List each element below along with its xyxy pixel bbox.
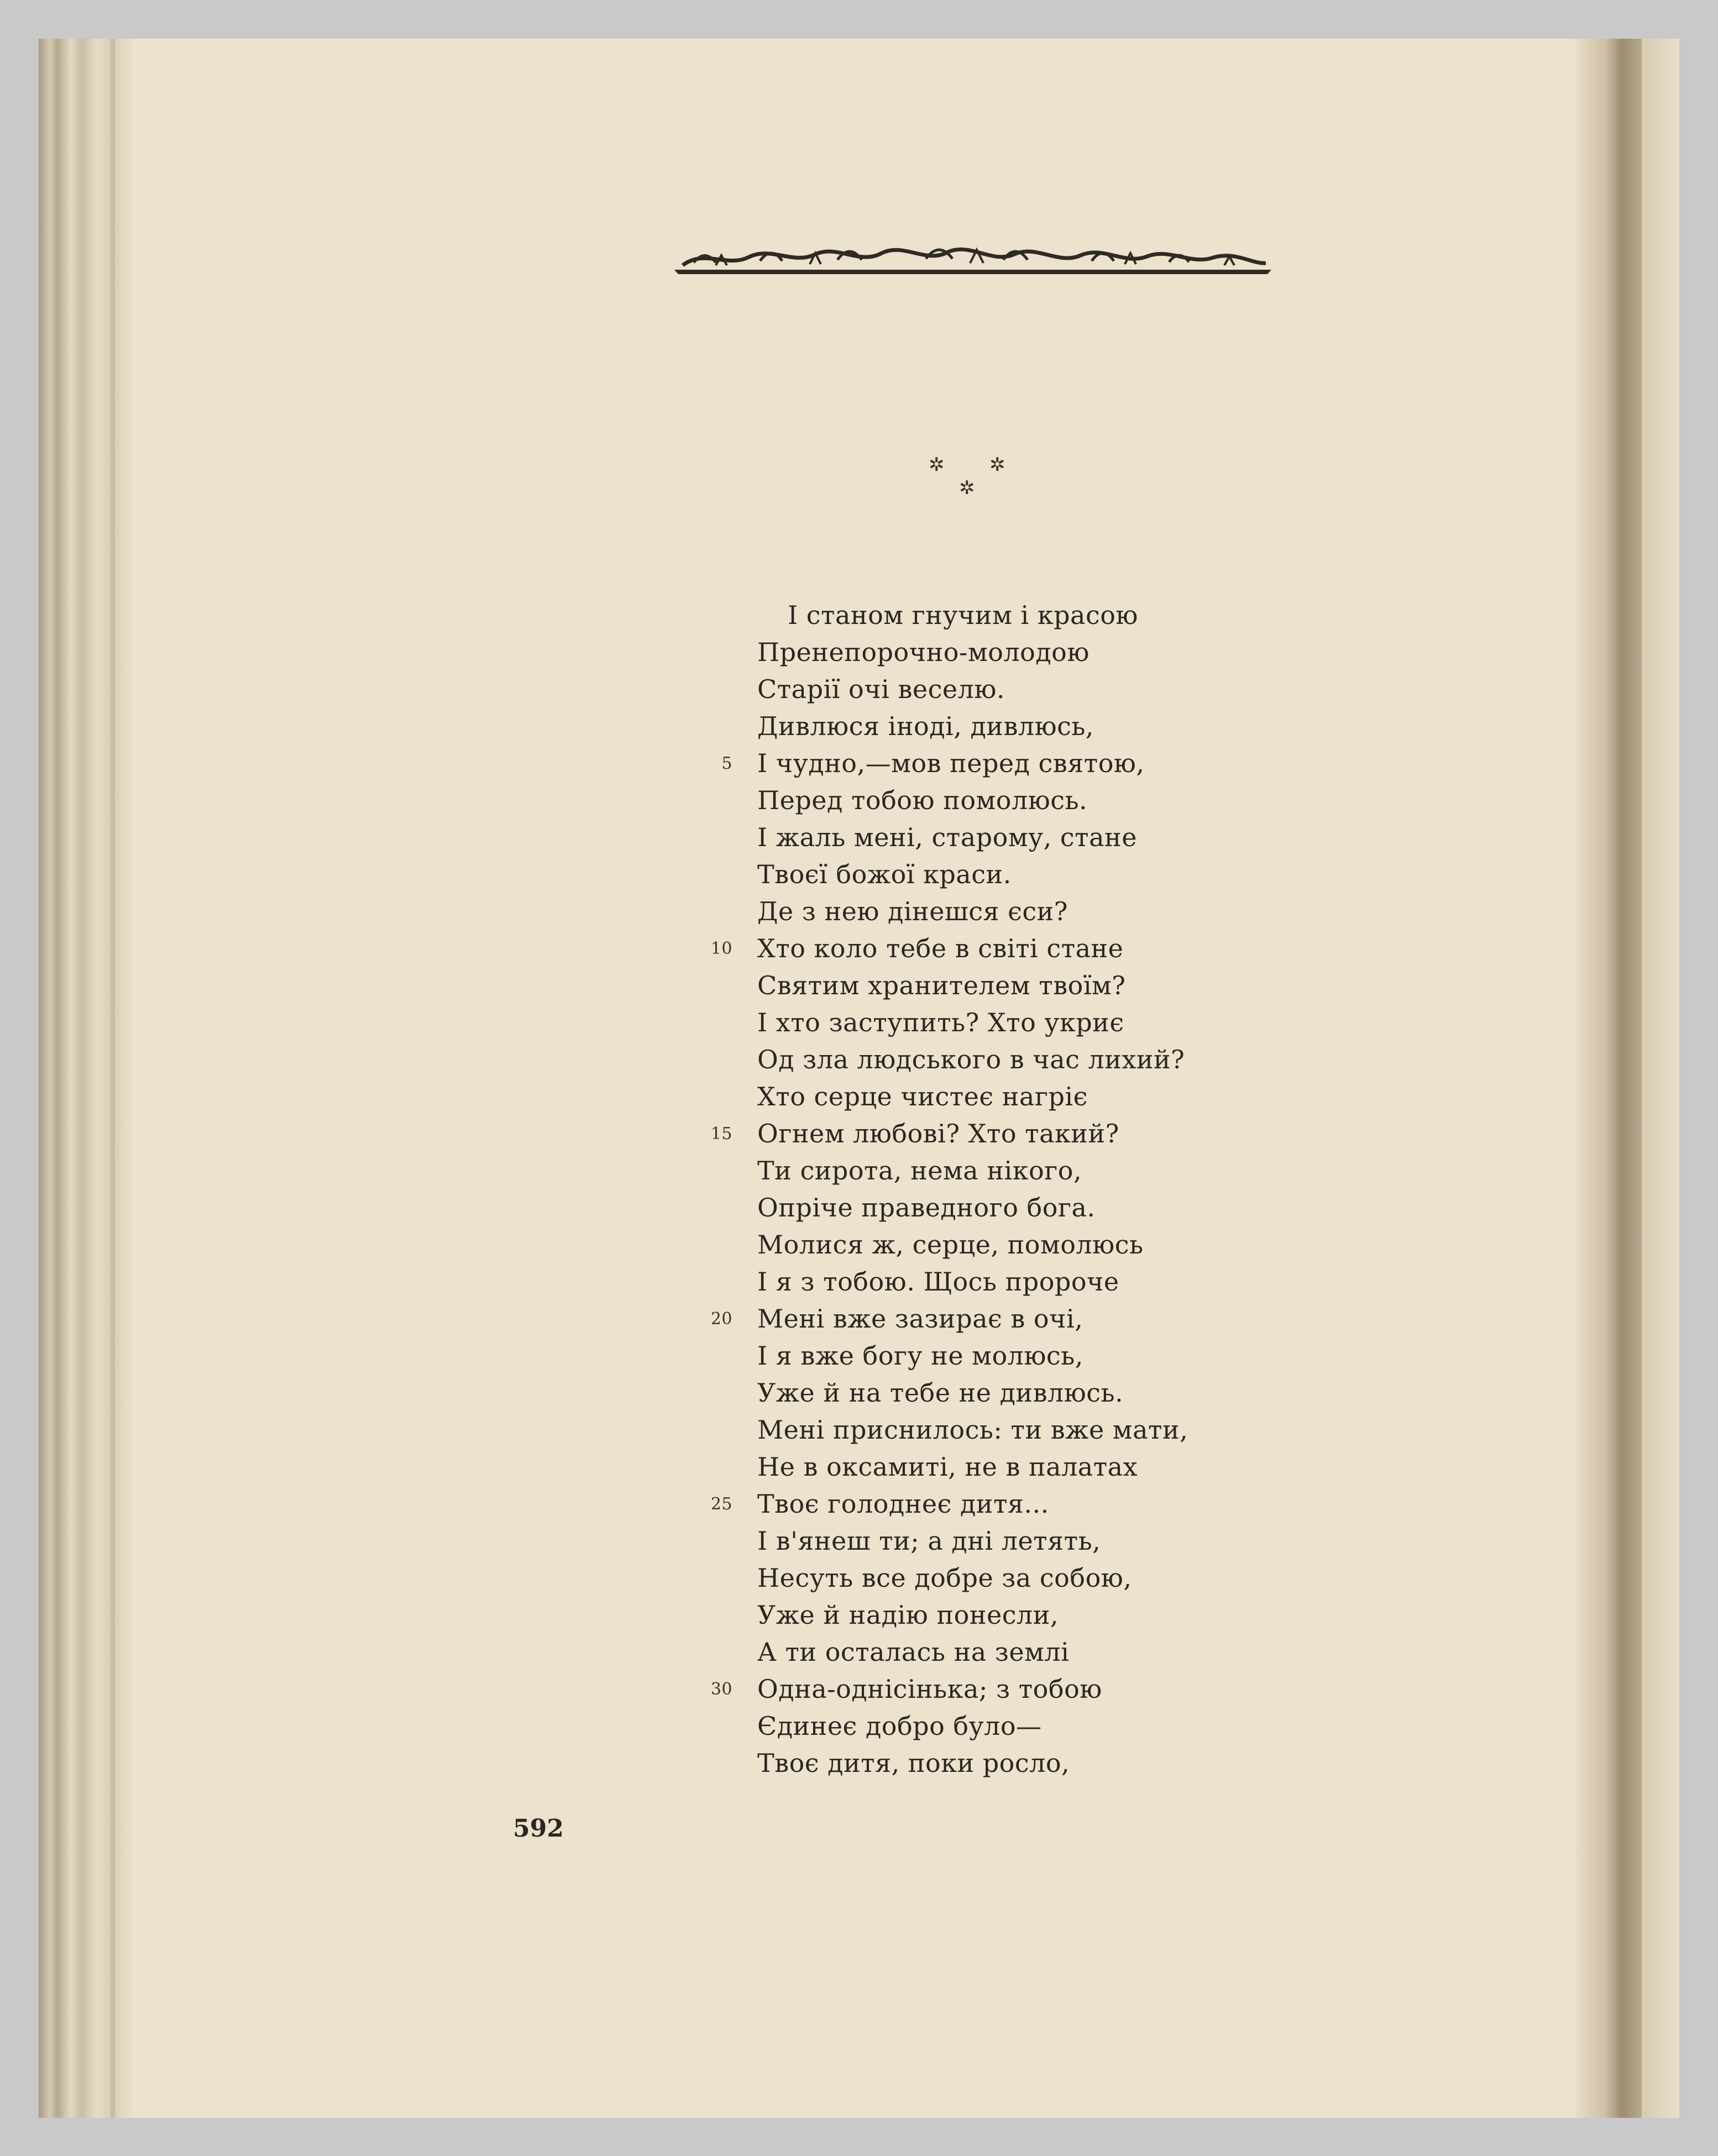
poem-line <box>757 1041 1188 1078</box>
line-text: І в'янеш ти; а дні летять, <box>757 1526 1101 1556</box>
page-number: 592 <box>513 1814 564 1843</box>
svg-text:✲: ✲ <box>989 454 1005 476</box>
svg-text:✲: ✲ <box>959 477 975 499</box>
poem-line <box>757 893 1188 930</box>
poem-line <box>757 782 1188 819</box>
line-text: Уже й на тебе не дивлюсь. <box>757 1378 1124 1408</box>
line-text: Пренепорочно-молодою <box>757 637 1090 667</box>
line-text: І станом гнучим і красою <box>788 600 1138 630</box>
line-text: І чудно,—мов перед святою, <box>757 748 1145 778</box>
line-text: Уже й надію понесли, <box>757 1600 1059 1630</box>
poem-line <box>757 1004 1188 1041</box>
line-text: Твоєї божої краси. <box>757 859 1012 889</box>
line-text: Де з нею дінешся єси? <box>757 896 1068 926</box>
poem-line <box>757 597 1188 634</box>
poem-line <box>757 1412 1188 1449</box>
poem-line <box>757 671 1188 708</box>
poem-line <box>757 1560 1188 1597</box>
line-text: Од зла людського в час лихий? <box>757 1045 1185 1074</box>
poem-line <box>757 708 1188 745</box>
poem-line <box>757 1263 1188 1300</box>
facing-page-edge <box>1642 39 1679 2118</box>
poem-line <box>757 1449 1188 1486</box>
line-text: Молися ж, серце, помолюсь <box>757 1230 1144 1260</box>
line-text: Огнем любові? Хто такий? <box>757 1119 1119 1148</box>
line-number: 30 <box>710 1680 732 1699</box>
poem-line <box>757 1375 1188 1412</box>
book-gutter <box>1575 39 1642 2118</box>
line-text: А ти осталась на землі <box>757 1637 1070 1667</box>
poem-line <box>757 819 1188 856</box>
poem-line <box>757 634 1188 671</box>
asterism-separator <box>912 449 1023 515</box>
line-text: Старії очі веселю. <box>757 674 1005 704</box>
poem-line <box>710 1115 1188 1152</box>
line-text: Дивлюся іноді, дивлюсь, <box>757 711 1094 741</box>
line-number: 10 <box>710 939 732 958</box>
line-text: Одна-однісінька; з тобою <box>757 1674 1102 1704</box>
poem-line <box>710 1300 1188 1337</box>
line-number: 20 <box>710 1309 732 1329</box>
line-text: І я з тобою. Щось пророче <box>757 1267 1119 1297</box>
line-text: І я вже богу не молюсь, <box>757 1341 1083 1371</box>
line-text: Не в оксамиті, не в палатах <box>757 1452 1138 1482</box>
poem-line <box>710 1671 1188 1708</box>
poem-line <box>757 1226 1188 1263</box>
line-text: Твоє дитя, поки росло, <box>757 1748 1070 1778</box>
poem-line <box>757 1634 1188 1671</box>
headpiece-ornament <box>672 238 1274 276</box>
line-text: Ти сирота, нема нікого, <box>757 1156 1082 1185</box>
line-number: 15 <box>710 1124 732 1143</box>
line-text: Мені вже зазирає в очі, <box>757 1304 1083 1334</box>
line-text: Несуть все добре за собою, <box>757 1563 1132 1593</box>
poem-text <box>710 597 1188 1782</box>
line-text: Мені приснилось: ти вже мати, <box>757 1415 1188 1445</box>
poem-line <box>757 1152 1188 1189</box>
line-text: Твоє голоднеє дитя... <box>757 1489 1049 1519</box>
poem-line <box>757 1708 1188 1745</box>
page-edge-left <box>39 39 133 2118</box>
line-number: 5 <box>721 754 732 773</box>
poem-line <box>757 1337 1188 1375</box>
poem-line <box>757 1523 1188 1560</box>
line-text: І хто заступить? Хто укриє <box>757 1008 1124 1037</box>
poem-line <box>757 1078 1188 1115</box>
line-text: Перед тобою помолюсь. <box>757 785 1088 815</box>
svg-text:✲: ✲ <box>929 454 945 476</box>
poem-line <box>757 1597 1188 1634</box>
poem-line <box>757 1745 1188 1782</box>
poem-line <box>710 1486 1188 1523</box>
line-text: Хто серце чистеє нагріє <box>757 1082 1088 1111</box>
line-text: Хто коло тебе в світі стане <box>757 933 1124 963</box>
line-text: Єдинеє добро було— <box>757 1711 1042 1741</box>
line-number: 25 <box>710 1494 732 1514</box>
poem-line <box>757 967 1188 1004</box>
poem-line <box>710 930 1188 967</box>
line-text: І жаль мені, старому, стане <box>757 822 1137 852</box>
line-text: Опріче праведного бога. <box>757 1193 1096 1223</box>
poem-line <box>721 745 1188 782</box>
poem-line <box>757 1189 1188 1226</box>
line-text: Святим хранителем твоїм? <box>757 971 1126 1000</box>
poem-line <box>757 856 1188 893</box>
